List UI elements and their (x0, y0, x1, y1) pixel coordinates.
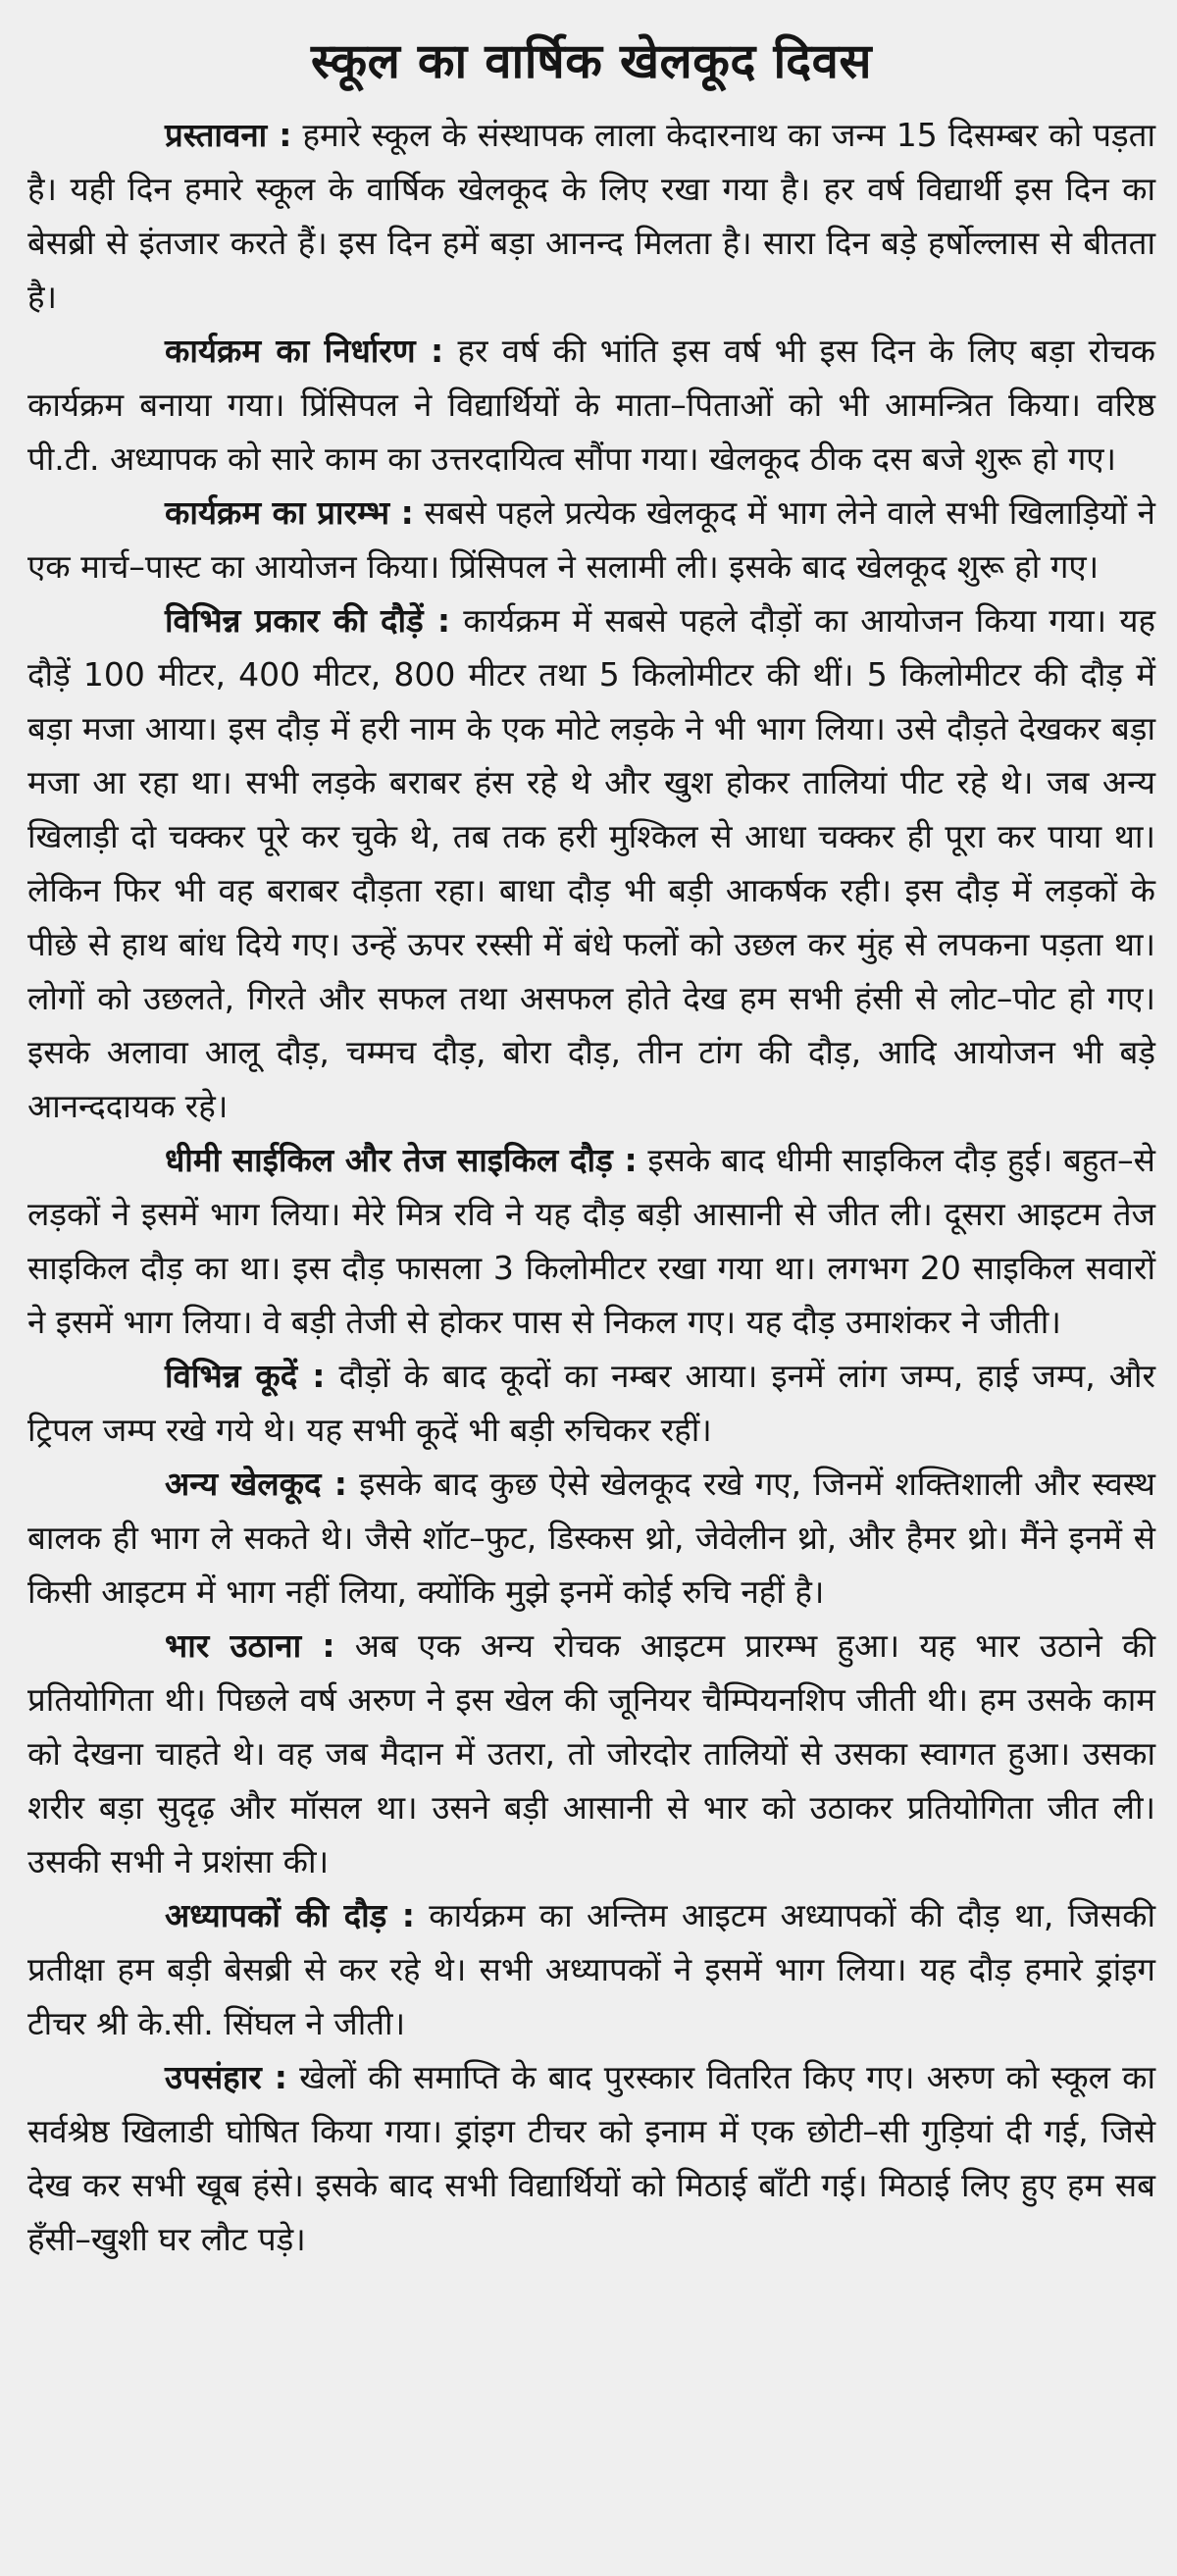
paragraph-heading: अन्य खेलकूद : (165, 1465, 347, 1503)
paragraph-heading: अध्यापकों की दौड़ : (165, 1896, 415, 1934)
paragraph-jumps (27, 1349, 1155, 1457)
paragraph-text: कार्यक्रम में सबसे पहले दौड़ों का आयोजन किया गया। यह दौड़ें 100 मीटर, 400 मीटर, 800 मीटर तथा 5 किलोमीटर की थीं। 5 किलोमीटर की दौड़ में बड़ा मजा आया। इस दौड़ में हरी नाम के एक मोटे लड़के ने भी भाग लिया। उसे दौड़ते देखकर बड़ा मजा आ रहा था। सभी लड़के बराबर हंस रहे थे और खुश होकर तालियां पीट रहे थे। जब अन्य खिलाड़ी दो चक्कर पूरे कर चुके थे, तब तक हरी मुश्किल से आधा चक्कर ही पूरा कर पाया था। लेकिन फिर भी वह बराबर दौड़ता रहा। बाधा दौड़ भी बड़ी आकर्षक रही। इस दौड़ में लड़कों के पीछे से हाथ बांध दिये गए। उन्हें ऊपर रस्सी में बंधे फलों को उछल कर मुंह से लपकना पड़ता था। लोगों को उछलते, गिरते और सफल तथा असफल होते देख हम सभी हंसी से लोट–पोट हो गए। इसके अलावा आलू दौड़, चम्मच दौड़, बोरा दौड़, तीन टांग की दौड़, आदि आयोजन भी बड़े आनन्ददायक रहे। (27, 601, 1155, 1125)
paragraph-text: हर वर्ष की भांति इस वर्ष भी इस दिन के लिए बड़ा रोचक कार्यक्रम बनाया गया। प्रिंसिपल ने विद्यार्थियों के माता–पिताओं को भी आमन्त्रित किया। वरिष्ठ पी.टी. अध्यापक को सारे काम का उत्तरदायित्व सौंपा गया। खेलकूद ठीक दस बजे शुरू हो गए। (27, 332, 1155, 478)
paragraph-conclusion (27, 2050, 1155, 2266)
paragraph-text: दौड़ों के बाद कूदों का नम्बर आया। इनमें लांग जम्प, हाई जम्प, और ट्रिपल जम्प रखे गये थे। यह सभी कूदें भी बड़ी रुचिकर रहीं। (27, 1357, 1155, 1449)
paragraph-heading: कार्यक्रम का निर्धारण : (165, 332, 444, 370)
paragraph-heading: प्रस्तावना : (165, 116, 292, 154)
paragraph-text: खेलों की समाप्ति के बाद पुरस्कार वितरित किए गए। अरुण को स्कूल का सर्वश्रेष्ठ खिलाडी घोषित किया गया। ड्रांइग टीचर को इनाम में एक छोटी–सी गुड़ियां दी गई, जिसे देख कर सभी खूब हंसे। इसके बाद सभी विद्यार्थियों को मिठाई बाँटी गई। मिठाई लिए हुए हम सब हँसी–खुशी घर लौट पड़े। (27, 2058, 1155, 2258)
paragraph-teachers-race (27, 1888, 1155, 2050)
paragraph-text: अब एक अन्य रोचक आइटम प्रारम्भ हुआ। यह भार उठाने की प्रतियोगिता थी। पिछले वर्ष अरुण ने इस खेल की जूनियर चैम्पियनशिप जीती थी। हम उसके काम को देखना चाहते थे। वह जब मैदान में उतरा, तो जोरदोर तालियों से उसका स्वागत हुआ। उसका शरीर बड़ा सुदृढ़ और मॉसल था। उसने बड़ी आसानी से भार को उठाकर प्रतियोगिता जीत ली। उसकी सभी ने प्रशंसा की। (27, 1626, 1155, 1880)
paragraph-text: हमारे स्कूल के संस्थापक लाला केदारनाथ का जन्म 15 दिसम्बर को पड़ता है। यही दिन हमारे स्कूल के वार्षिक खेलकूद के लिए रखा गया है। हर वर्ष विद्यार्थी इस दिन का बेसब्री से इंतजार करते हैं। इस दिन हमें बड़ा आनन्द मिलता है। सारा दिन बड़े हर्षोल्लास से बीतता है। (27, 116, 1155, 316)
paragraph-introduction (27, 108, 1155, 324)
paragraph-text: कार्यक्रम का अन्तिम आइटम अध्यापकों की दौड़ था, जिसकी प्रतीक्षा हम बड़ी बेसब्री से कर रहे थे। सभी अध्यापकों ने इसमें भाग लिया। यह दौड़ हमारे ड्रांइग टीचर श्री के.सी. सिंघल ने जीती। (27, 1896, 1155, 2042)
paragraph-heading: विभिन्न प्रकार की दौड़ें : (165, 601, 451, 640)
paragraph-heading: कार्यक्रम का प्रारम्भ : (165, 493, 414, 532)
paragraph-program-planning (27, 324, 1155, 486)
paragraph-races (27, 593, 1155, 1133)
page-title: स्कूल का वार्षिक खेलकूद दिवस (310, 33, 873, 89)
paragraph-program-start (27, 486, 1155, 593)
paragraph-text: सबसे पहले प्रत्येक खेलकूद में भाग लेने वाले सभी खिलाड़ियों ने एक मार्च–पास्ट का आयोजन किया। प्रिंसिपल ने सलामी ली। इसके बाद खेलकूद शुरू हो गए। (27, 493, 1155, 586)
paragraph-cycle-races (27, 1133, 1155, 1349)
paragraph-other-sports (27, 1457, 1155, 1619)
paragraph-heading: भार उठाना : (165, 1626, 335, 1665)
paragraph-weightlifting (27, 1619, 1155, 1888)
paragraph-text: इसके बाद धीमी साइकिल दौड़ हुई। बहुत–से लड़कों ने इसमें भाग लिया। मेरे मित्र रवि ने यह दौड़ बड़ी आसानी से जीत ली। दूसरा आइटम तेज साइकिल दौड़ का था। इस दौड़ फासला 3 किलोमीटर रखा गया था। लगभग 20 साइकिल सवारों ने इसमें भाग लिया। वे बड़ी तेजी से होकर पास से निकल गए। यह दौड़ उमाशंकर ने जीती। (27, 1141, 1155, 1341)
paragraph-heading: उपसंहार : (165, 2058, 287, 2096)
paragraph-heading: धीमी साईकिल और तेज साइकिल दौड़ : (165, 1141, 638, 1179)
paragraph-text: इसके बाद कुछ ऐसे खेलकूद रखे गए, जिनमें शक्तिशाली और स्वस्थ बालक ही भाग ले सकते थे। जैसे शॉट–फुट, डिस्कस थ्रो, जेवेलीन थ्रो, और हैमर थ्रो। मैंने इनमें से किसी आइटम में भाग नहीं लिया, क्योंकि मुझे इनमें कोई रुचि नहीं है। (27, 1465, 1155, 1611)
paragraph-heading: विभिन्न कूदें : (165, 1357, 326, 1395)
